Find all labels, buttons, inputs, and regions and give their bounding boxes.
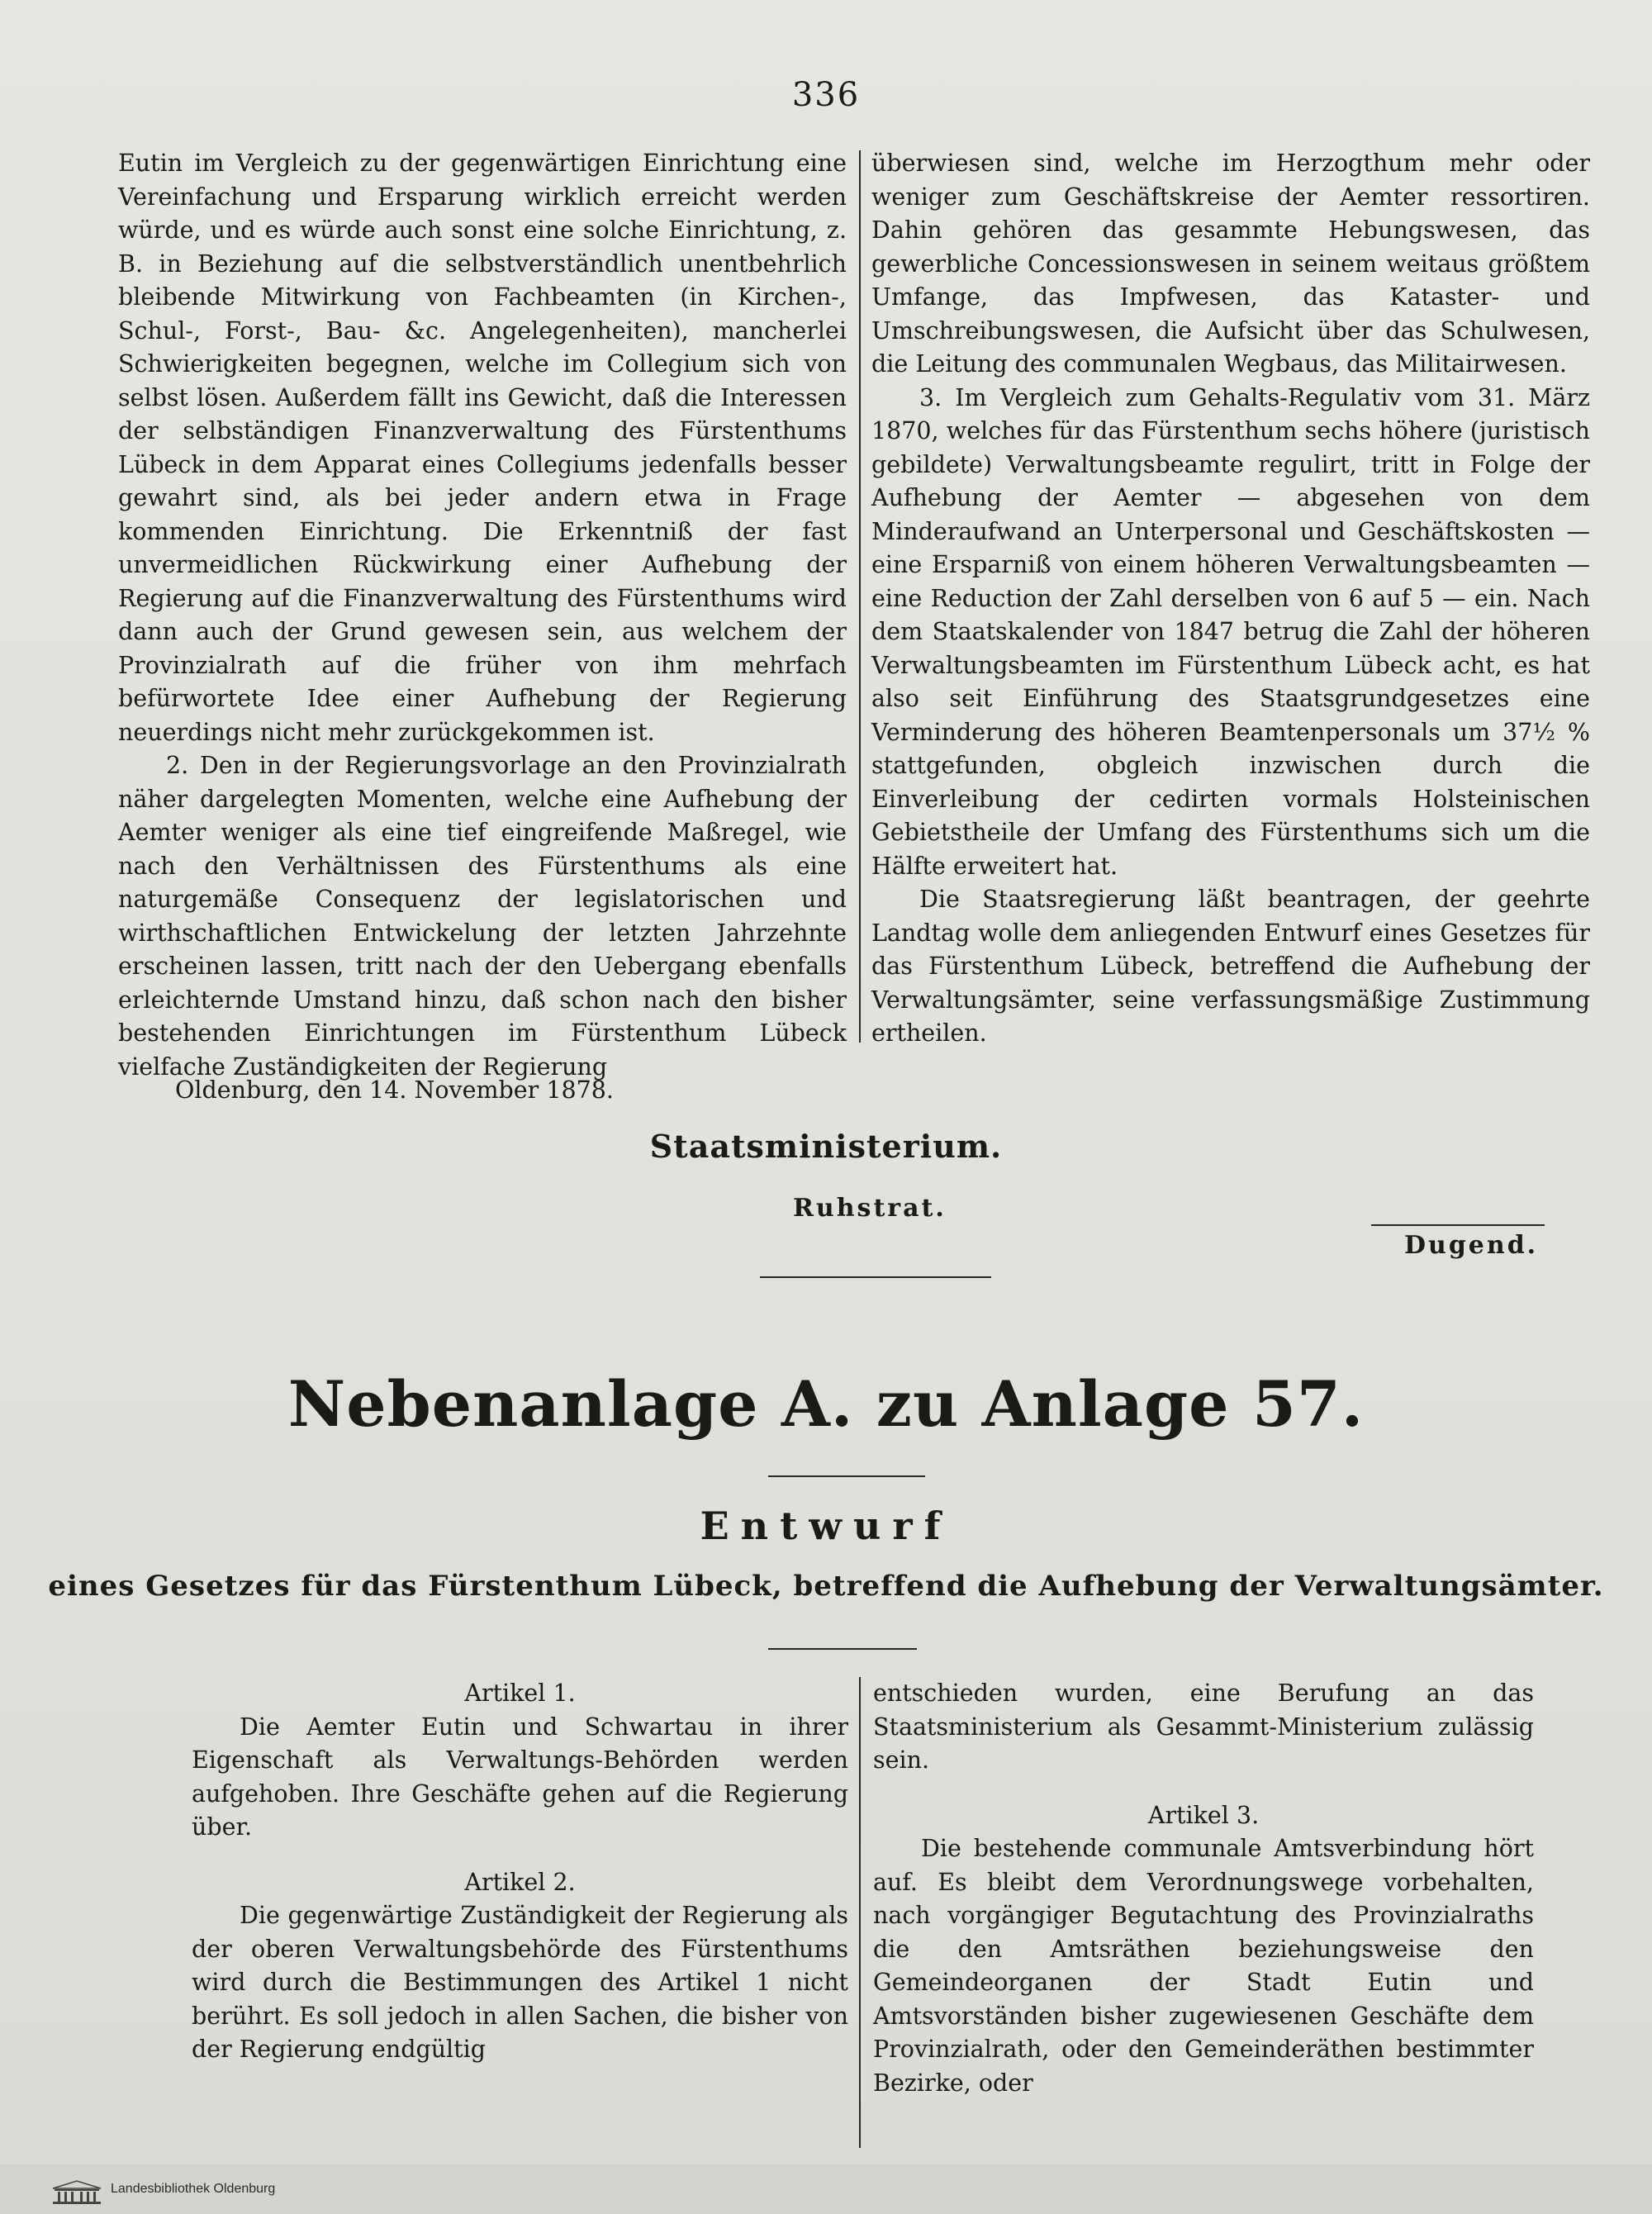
signature-ruhstrat: Ruhstrat. (793, 1194, 947, 1223)
title-rule (768, 1475, 925, 1477)
column-divider-top (859, 150, 861, 1043)
article-spacer (873, 1778, 1534, 1799)
library-building-icon (51, 2180, 102, 2205)
signature-rule (1371, 1224, 1545, 1226)
article-2-heading: Artikel 2. (464, 1868, 576, 1896)
ministry-heading: Staatsministerium. (649, 1128, 1003, 1165)
article-spacer (192, 1845, 848, 1866)
article-3-heading: Artikel 3. (1147, 1801, 1260, 1829)
signature-dugend: Dugend. (1404, 1231, 1539, 1260)
article-1-heading: Artikel 1. (464, 1680, 576, 1707)
article-2-continuation: entschieden wurden, eine Berufung an das Staatsministerium als Gesammt-Ministerium zulässig sein. (873, 1680, 1534, 1774)
paragraph-point-3: 3. Im Vergleich zum Gehalts-Regulativ vom 31. März 1870, welches für das Fürstenthum sechs höhere (juristisch gebildete) Verwaltungsbeamte regulirt, tritt in Folge der Aufhebung der Aemter — abgesehen von dem Minderaufwand an Unterpersonal und Geschäftskosten — eine Ersparniß von einem höheren Verwaltungsbeamten — eine Reduction der Zahl derselben von 6 auf 5 — ein. Nach dem Staatskalender von 1847 betrug die Zahl der höheren Verwaltungsbeamten im Fürstenthum Lübeck acht, es hat also seit Einführung des Staatsgrundgesetzes eine Verminderung des höheren Beamtenpersonals um 37½ % stattgefunden, obgleich inzwischen durch die Einverleibung der cedirten vormals Holsteinischen Gebietstheile der Umfang des Fürstenthums sich um die Hälfte erweitert hat. (871, 383, 1590, 880)
article-3-text: Die bestehende communale Amtsverbindung hört auf. Es bleibt dem Verordnungswege vorbehalten, nach vorgängiger Begutachtung des Provinzialraths die den Amtsräthen beziehungsweise den Gemeindeorganen der Stadt Eutin und Amtsvorständen bisher zugewiesenen Geschäfte dem Provinzialrath, oder den Gemeinderäthen bestimmter Bezirke, oder (873, 1835, 1534, 2097)
page-number: 336 (791, 76, 861, 114)
left-column-top (118, 147, 847, 1084)
paragraph-continuation-right: überwiesen sind, welche im Herzogthum mehr oder weniger zum Geschäftskreise der Aemter ressortiren. Dahin gehören das gesammte Hebungswesen, das gewerbliche Concessionswesen in seinem weitaus größtem Umfange, das Impfwesen, das Kataster- und Umschreibungswesen, die Aufsicht über das Schulwesen, die Leitung des communalen Wegbaus, das Militairwesen. (871, 150, 1590, 378)
annex-title: Nebenanlage A. zu Anlage 57. (287, 1367, 1365, 1441)
library-name: Landesbibliothek Oldenburg (111, 2182, 276, 2196)
left-column-articles (192, 1677, 848, 2067)
draft-description: eines Gesetzes für das Fürstenthum Lübeck, betreffend die Aufhebung der Verwaltungsämter. (48, 1570, 1604, 1603)
paragraph-point-2: 2. Den in der Regierungsvorlage an den Provinzialrath näher dargelegten Momenten, welche eine Aufhebung der Aemter weniger als eine tief eingreifende Maßregel, wie nach den Verhältnissen des Fürstenthums als eine naturgemäße Consequenz der legislatorischen und wirthschaftlichen Entwickelung der letzten Jahrzehnte erscheinen lassen, tritt nach der den Uebergang ebenfalls erleichternde Umstand hinzu, daß schon nach den bisher bestehenden Einrichtungen im Fürstenthum Lübeck vielfache Zuständigkeiten der Regierung (118, 752, 847, 1081)
right-column-articles (873, 1677, 1534, 2100)
paragraph-continuation: Eutin im Vergleich zu der gegenwärtigen Einrichtung eine Vereinfachung und Ersparung wirklich erreicht werden würde, und es würde auch sonst eine solche Einrichtung, z. B. in Beziehung auf die selbstverständlich unentbehrlich bleibende Mitwirkung von Fachbeamten (in Kirchen-, Schul-, Forst-, Bau- &c. Angelegenheiten), mancherlei Schwierigkeiten begegnen, welche im Collegium sich von selbst lösen. Außerdem fällt ins Gewicht, daß die Interessen der selbständigen Finanzverwaltung des Fürstenthums Lübeck in dem Apparat eines Collegiums jedenfalls besser gewahrt sind, als bei jeder andern etwa in Frage kommenden Einrichtung. Die Erkenntniß der fast unvermeidlichen Rückwirkung einer Aufhebung der Regierung auf die Finanzverwaltung des Fürstenthums wird dann auch der Grund gewesen sein, aus welchem der Provinzialrath auf die früher von ihm mehrfach befürwortete Idee einer Aufhebung der Regierung neuerdings nicht mehr zurückgekommen ist. (118, 150, 847, 746)
dateline: Oldenburg, den 14. November 1878. (175, 1076, 614, 1104)
article-2-text: Die gegenwärtige Zuständigkeit der Regierung als der oberen Verwaltungsbehörde des Fürstenthums wird durch die Bestimmungen des Artikel 1 nicht berührt. Es soll jedoch in allen Sachen, die bisher von der Regierung endgültig (192, 1902, 848, 2063)
subtitle-rule (768, 1648, 917, 1650)
paragraph-request: Die Staatsregierung läßt beantragen, der geehrte Landtag wolle dem anliegenden Entwurf eines Gesetzes für das Fürstenthum Lübeck, betreffend die Aufhebung der Verwaltungsämter, seine verfassungsmäßige Zustimmung ertheilen. (871, 886, 1590, 1047)
separator-rule (760, 1276, 991, 1278)
article-1-text: Die Aemter Eutin und Schwartau in ihrer Eigenschaft als Verwaltungs-Behörden werden aufgehoben. Ihre Geschäfte gehen auf die Regierung über. (192, 1713, 848, 1841)
right-column-top (871, 147, 1590, 1051)
column-divider-bottom (859, 1677, 861, 2148)
draft-heading: Entwurf (700, 1504, 952, 1548)
